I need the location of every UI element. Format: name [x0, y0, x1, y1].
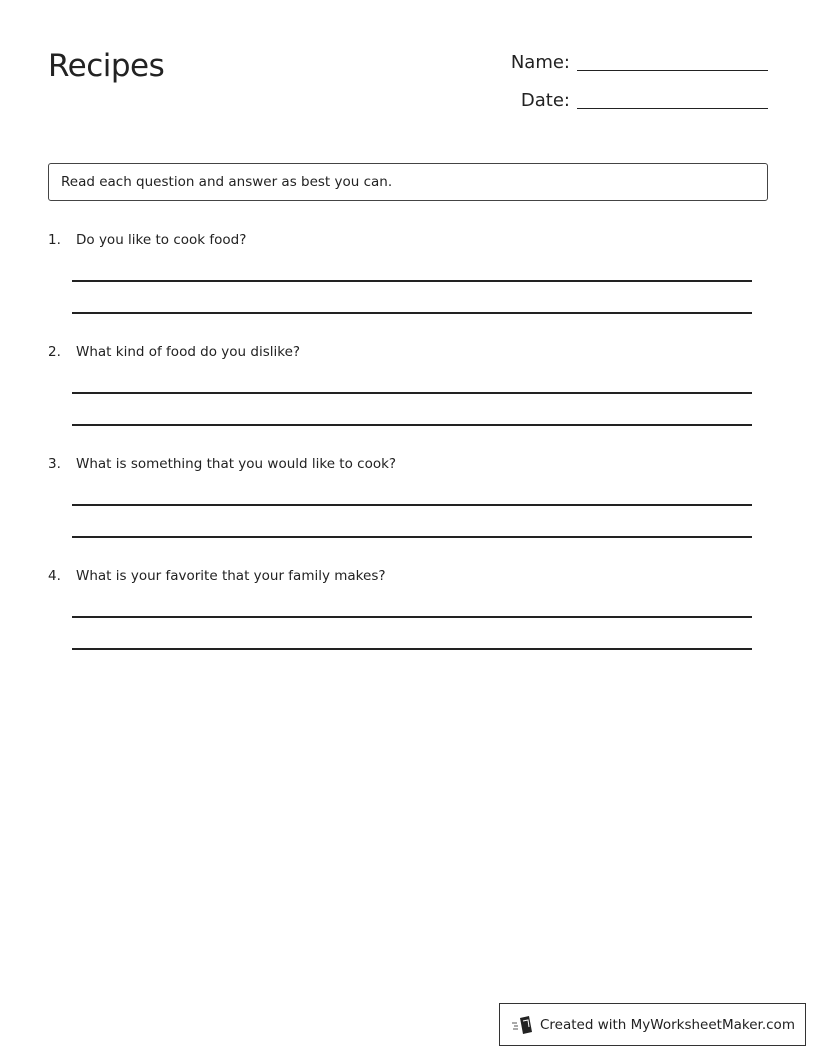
answer-line[interactable] — [72, 616, 752, 618]
instructions-box: Read each question and answer as best you can. — [48, 163, 768, 201]
answer-line[interactable] — [72, 648, 752, 650]
worksheet-title: Recipes — [48, 48, 165, 84]
question-item — [48, 344, 752, 456]
answer-line[interactable] — [72, 392, 752, 394]
worksheet-maker-logo-icon — [512, 1015, 534, 1035]
question-text: Do you like to cook food? — [76, 232, 247, 248]
question-item — [48, 456, 752, 568]
answer-line[interactable] — [72, 536, 752, 538]
question-item — [48, 232, 752, 344]
footer-credit[interactable] — [499, 1003, 806, 1046]
question-item — [48, 568, 752, 680]
date-label: Date: — [520, 90, 570, 111]
answer-line[interactable] — [72, 504, 752, 506]
footer-text: Created with MyWorksheetMaker.com — [540, 1016, 795, 1033]
question-number: 1. — [48, 232, 61, 248]
answer-line[interactable] — [72, 312, 752, 314]
question-number: 2. — [48, 344, 61, 360]
name-field[interactable] — [450, 52, 768, 73]
date-line[interactable] — [577, 107, 768, 109]
question-text: What kind of food do you dislike? — [76, 344, 301, 360]
answer-line[interactable] — [72, 424, 752, 426]
question-text: What is something that you would like to cook? — [76, 456, 397, 472]
name-label: Name: — [510, 52, 570, 73]
name-line[interactable] — [577, 69, 768, 71]
answer-line[interactable] — [72, 280, 752, 282]
question-number: 4. — [48, 568, 61, 584]
question-text: What is your favorite that your family makes? — [76, 568, 386, 584]
question-number: 3. — [48, 456, 61, 472]
date-field[interactable] — [450, 90, 768, 111]
